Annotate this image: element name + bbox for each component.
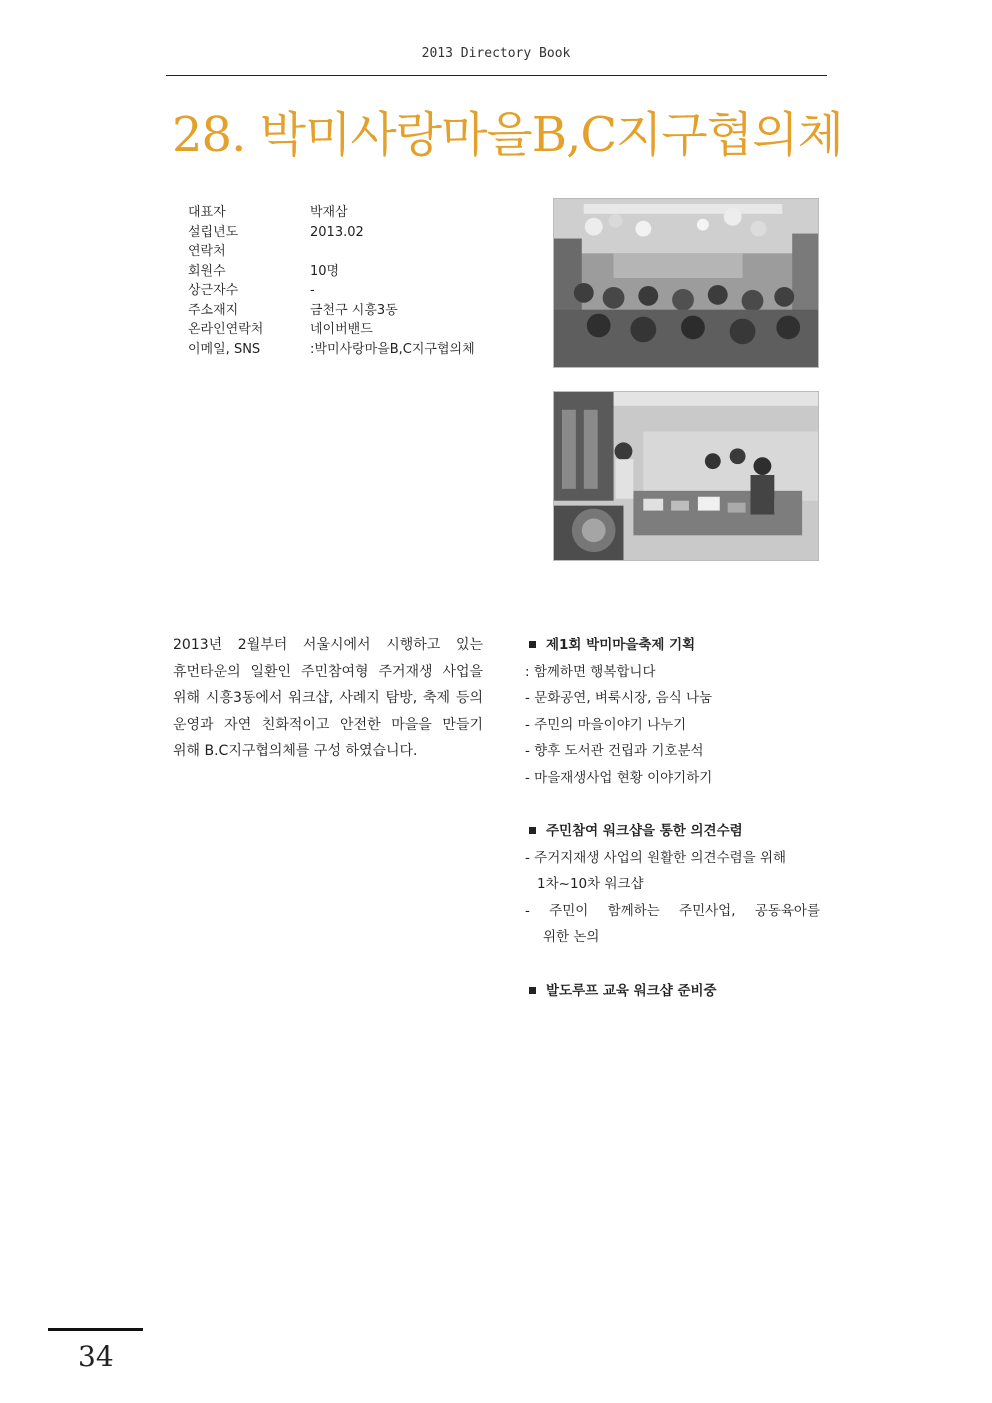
info-row-founded: [188, 223, 475, 243]
info-row-representative: [188, 203, 475, 223]
square-bullet-icon: [529, 641, 536, 648]
market-table-photo: [553, 391, 819, 561]
section-heading-text: 발도루프 교육 워크샵 준비중: [546, 982, 717, 999]
info-row-staff: [188, 281, 475, 301]
info-label: 주소재지: [188, 302, 239, 318]
info-value: -: [310, 283, 315, 298]
section-heading-festival: [525, 632, 820, 659]
section-heading-text: 제1회 박미마을축제 기획: [546, 637, 696, 653]
list-item: - 향후 도서관 건립과 기호분석: [525, 743, 704, 759]
info-value: 2013.02: [310, 224, 364, 240]
description-paragraph: 2013년 2월부터 서울시에서 시행하고 있는 휴먼타운의 일환인 주민참여형 주거재생 사업을 위해 시흥3동에서 워크샵, 사례지 탐방, 축제 등의 운영과 자연 친화적이고 안전한 마을을 만들기 위해 B.C지구협의체를 구성 하였습니다.: [173, 637, 483, 759]
info-row-members: [188, 262, 475, 282]
activities-list: [525, 632, 820, 1004]
info-label: 회원수: [188, 263, 226, 279]
info-row-address: [188, 301, 475, 321]
list-item: : 함께하면 행복합니다: [525, 663, 656, 680]
page-title: 28. 박미사랑마을B,C지구협의체: [172, 107, 843, 163]
list-item: - 주민이 함께하는 주민사업, 공동육아를: [525, 902, 820, 919]
list-item: - 마을재생사업 현황 이야기하기: [525, 769, 713, 786]
footer-rule: [48, 1328, 143, 1331]
page-number: 34: [78, 1340, 114, 1373]
list-item: - 주민의 마을이야기 나누기: [525, 716, 687, 733]
info-label: 대표자: [188, 205, 226, 220]
section-heading-text: 주민참여 워크샵을 통한 의견수렴: [546, 823, 743, 839]
square-bullet-icon: [529, 827, 536, 834]
running-header: 2013 Directory Book: [421, 46, 571, 61]
list-item: 위한 논의: [543, 929, 600, 945]
section-heading-workshop: [525, 818, 820, 845]
organization-info-table: [188, 203, 475, 359]
event-meeting-photo: [553, 198, 819, 368]
info-value: 금천구 시흥3동: [310, 302, 398, 318]
square-bullet-icon: [529, 987, 536, 994]
header-rule: [166, 75, 827, 76]
info-row-online-contact: [188, 320, 475, 340]
info-row-email-sns: [188, 340, 475, 360]
info-label: 상근자수: [188, 283, 239, 298]
info-value: :박미사랑마을B,C지구협의체: [310, 341, 475, 357]
info-row-contact: [188, 242, 475, 262]
info-label: 이메일, SNS: [188, 341, 261, 357]
info-label: 온라인연락처: [188, 322, 264, 337]
list-item: 1차~10차 워크샵: [537, 876, 644, 892]
list-item: - 문화공연, 벼룩시장, 음식 나눔: [525, 690, 713, 706]
info-label: 설립년도: [188, 224, 239, 240]
info-value: 네이버밴드: [310, 322, 373, 337]
info-value: 10명: [310, 263, 340, 279]
list-item: - 주거지재생 사업의 원활한 의견수렴을 위해: [525, 849, 787, 866]
info-value: 박재삼: [310, 205, 348, 220]
section-heading-waldorf: [525, 978, 820, 1005]
info-label: 연락처: [188, 244, 226, 259]
